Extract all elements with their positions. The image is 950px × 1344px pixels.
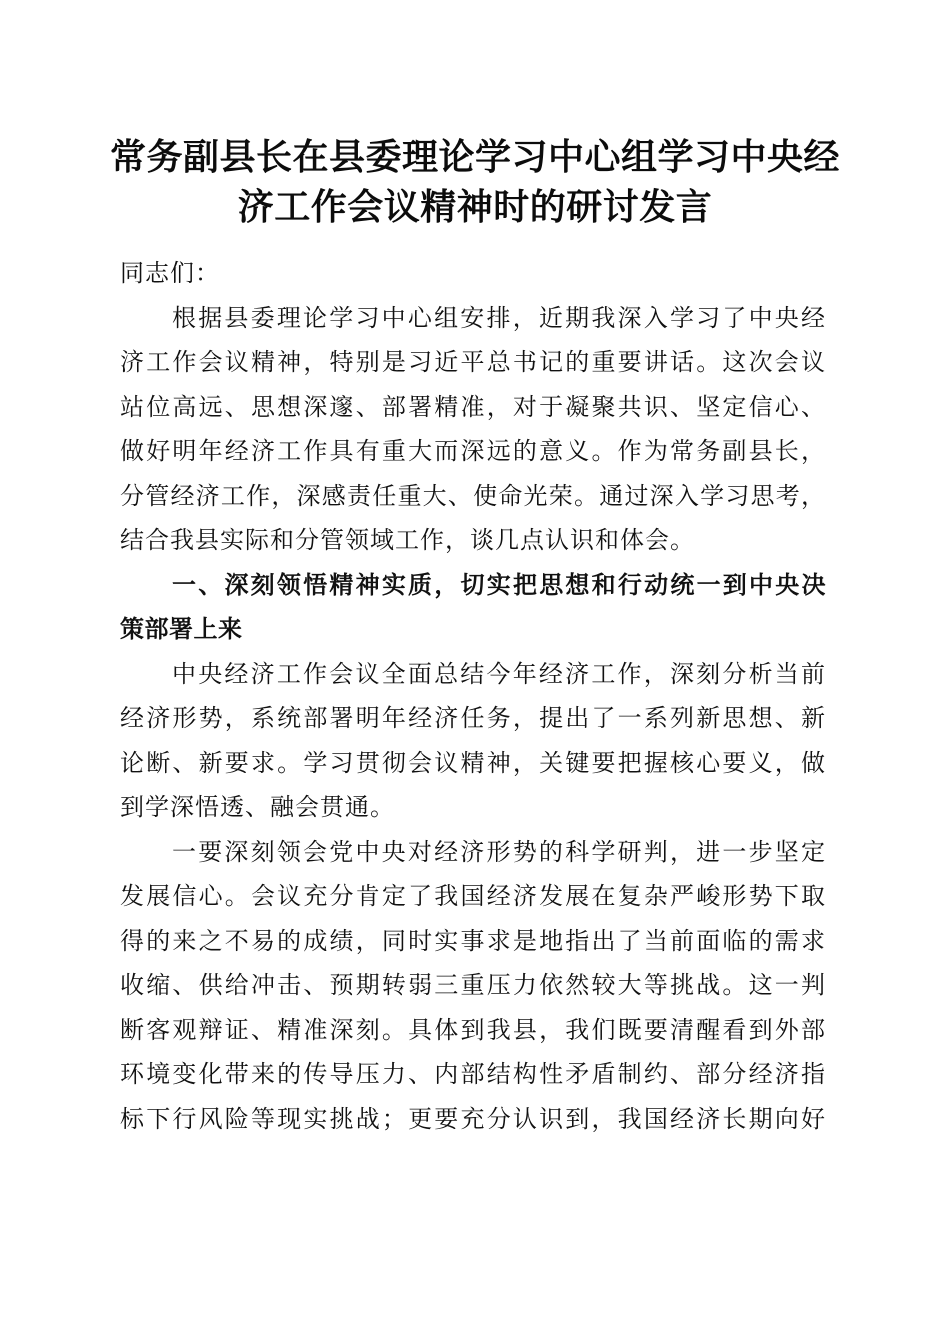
document-body	[120, 251, 826, 1141]
text-line: 得的来之不易的成绩，同时实事求是地指出了当前面临的需求	[120, 926, 826, 955]
paragraph-overview	[120, 652, 826, 830]
text-line: 分管经济工作，深感责任重大、使命光荣。通过深入学习思考，	[120, 481, 826, 510]
text-line: 中央经济工作会议全面总结今年经济工作，深刻分析当前	[172, 659, 826, 688]
paragraph-intro	[120, 296, 826, 563]
title-line: 常务副县长在县委理论学习中心组学习中央经	[110, 136, 841, 178]
salutation: 同志们：	[120, 259, 220, 287]
text-line: 一要深刻领会党中央对经济形势的科学研判，进一步坚定	[172, 837, 826, 866]
document-title	[110, 132, 840, 232]
text-line: 断客观辩证、精准深刻。具体到我县，我们既要清醒看到外部	[120, 1015, 826, 1044]
text-line: 标下行风险等现实挑战；更要充分认识到，我国经济长期向好	[120, 1104, 826, 1133]
text-line: 经济形势，系统部署明年经济任务，提出了一系列新思想、新	[120, 704, 826, 732]
heading-line: 一、深刻领悟精神实质，切实把思想和行动统一到中央决	[172, 570, 826, 599]
paragraph-point-1	[120, 830, 826, 1142]
text-line: 结合我县实际和分管领域工作，谈几点认识和体会。	[120, 526, 695, 554]
heading-line: 策部署上来	[120, 615, 243, 643]
text-line: 到学深悟透、融会贯通。	[120, 793, 395, 821]
title-line: 济工作会议精神时的研讨发言	[237, 186, 713, 228]
text-line: 论断、新要求。学习贯彻会议精神，关键要把握核心要义，做	[120, 748, 826, 777]
text-line: 收缩、供给冲击、预期转弱三重压力依然较大等挑战。这一判	[120, 971, 826, 999]
text-line: 做好明年经济工作具有重大而深远的意义。作为常务副县长，	[120, 437, 826, 465]
text-line: 济工作会议精神，特别是习近平总书记的重要讲话。这次会议	[120, 348, 826, 376]
text-line: 站位高远、思想深邃、部署精准，对于凝聚共识、坚定信心、	[120, 392, 826, 421]
text-line: 发展信心。会议充分肯定了我国经济发展在复杂严峻形势下取	[120, 882, 826, 910]
section-heading-1	[120, 563, 826, 652]
text-line: 根据县委理论学习中心组安排，近期我深入学习了中央经	[172, 303, 826, 332]
text-line: 环境变化带来的传导压力、内部结构性矛盾制约、部分经济指	[120, 1060, 826, 1088]
